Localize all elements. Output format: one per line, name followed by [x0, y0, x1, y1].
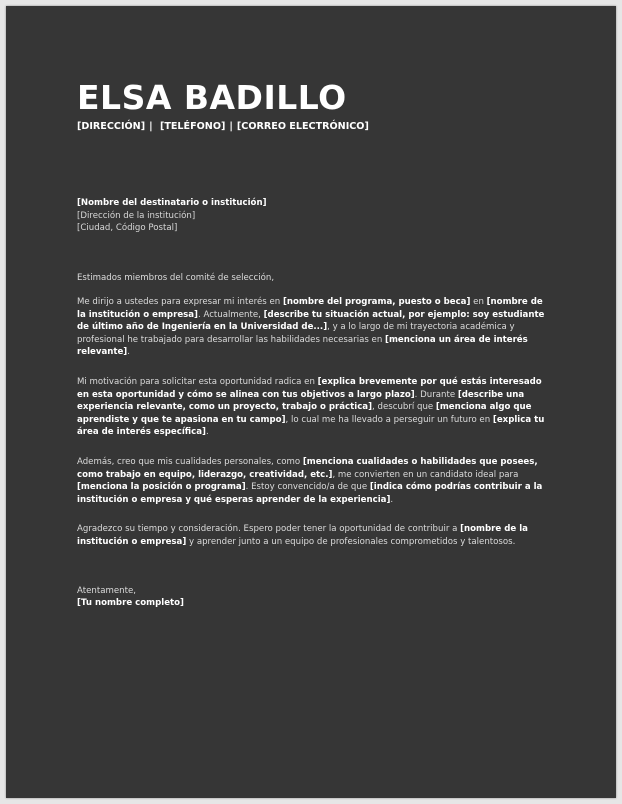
letter-content: [77, 80, 547, 610]
placeholder-text: [menciona la posición o programa]: [77, 482, 246, 493]
paragraph-thanks: [77, 523, 547, 548]
body-text-run: Me dirijo a ustedes para expresar mi interés en: [77, 297, 283, 308]
placeholder-text: [menciona cualidades o habilidades que posees, como trabajo en equipo, liderazgo, creatividad, etc.]: [77, 457, 538, 480]
contact-separator: |: [229, 121, 233, 132]
placeholder-text: [nombre del programa, puesto o beca]: [282, 297, 471, 308]
body-text-run: , me convierten en un candidato ideal para: [332, 469, 519, 480]
body-text-run: Mi motivación para solicitar esta oportunidad radica en: [77, 377, 318, 388]
body-text-run: Además, creo que mis cualidades personales, como: [77, 457, 303, 468]
body-text-run: en: [470, 297, 487, 308]
contact-address: [DIRECCIÓN]: [77, 121, 146, 132]
paragraph-qualities: [77, 456, 547, 506]
contact-email: [CORREO ELECTRÓNICO]: [236, 121, 369, 132]
signature-name: [Tu nombre completo]: [77, 598, 184, 609]
recipient-address: [Dirección de la institución]: [77, 210, 196, 221]
placeholder-text: [menciona algo que aprendiste y que te apasiona en tu campo]: [77, 402, 532, 425]
applicant-name: ELSA BADILLO: [77, 78, 347, 117]
contact-phone: [TELÉFONO]: [159, 121, 226, 132]
body-text-run: Agradezco su tiempo y consideración. Espero poder tener la oportunidad de contribuir a: [77, 524, 461, 535]
document-page: [6, 6, 616, 798]
greeting: Estimados miembros del comité de selección,: [77, 272, 275, 283]
body-text-run: , descubrí que: [372, 402, 436, 413]
contact-line: [77, 121, 547, 132]
placeholder-text: [explica brevemente por qué estás interesado en esta oportunidad y cómo se alinea con tus objetivos a largo plazo]: [77, 377, 542, 400]
body-text-run: .: [390, 494, 394, 505]
recipient-name: [Nombre del destinatario o institución]: [77, 198, 267, 208]
placeholder-text: [explica tu área de interés específica]: [77, 414, 545, 438]
paragraph-motivation: [77, 376, 547, 439]
placeholder-text: [nombre de la institución o empresa]: [77, 524, 528, 547]
placeholder-text: [describe una experiencia relevante, como un proyecto, trabajo o práctica]: [77, 389, 525, 413]
placeholder-text: [nombre de la institución o empresa]: [77, 297, 543, 320]
paragraph-intro: [77, 296, 547, 359]
closing-block: [77, 585, 547, 610]
placeholder-text: [menciona un área de interés relevante]: [77, 334, 528, 358]
body-text-run: .: [205, 427, 209, 438]
body-text-run: . Actualmente,: [198, 309, 264, 320]
body-text-run: .: [127, 347, 130, 358]
closing-phrase: Atentamente,: [77, 585, 136, 596]
placeholder-text: [describe tu situación actual, por ejemplo: soy estudiante de último año de Ingeniería en la Universidad de...]: [77, 309, 545, 333]
body-text-run: y aprender junto a un equipo de profesionales comprometidos y talentosos.: [186, 537, 516, 547]
body-text-run: , y a lo largo de mi trayectoria académica y profesional he trabajado para desarrollar las habilidades necesarias en: [77, 322, 515, 345]
contact-separator: |: [149, 121, 153, 132]
body-text-run: . Durante: [414, 389, 458, 400]
recipient-city: [Ciudad, Código Postal]: [77, 223, 178, 233]
body-text-run: , lo cual me ha llevado a perseguir un futuro en: [285, 414, 493, 425]
recipient-block: [77, 197, 547, 235]
placeholder-text: [indica cómo podrías contribuir a la institución o empresa y qué esperas aprender de la experiencia]: [77, 482, 543, 505]
body-text-run: . Estoy convencido/a de que: [245, 482, 370, 493]
